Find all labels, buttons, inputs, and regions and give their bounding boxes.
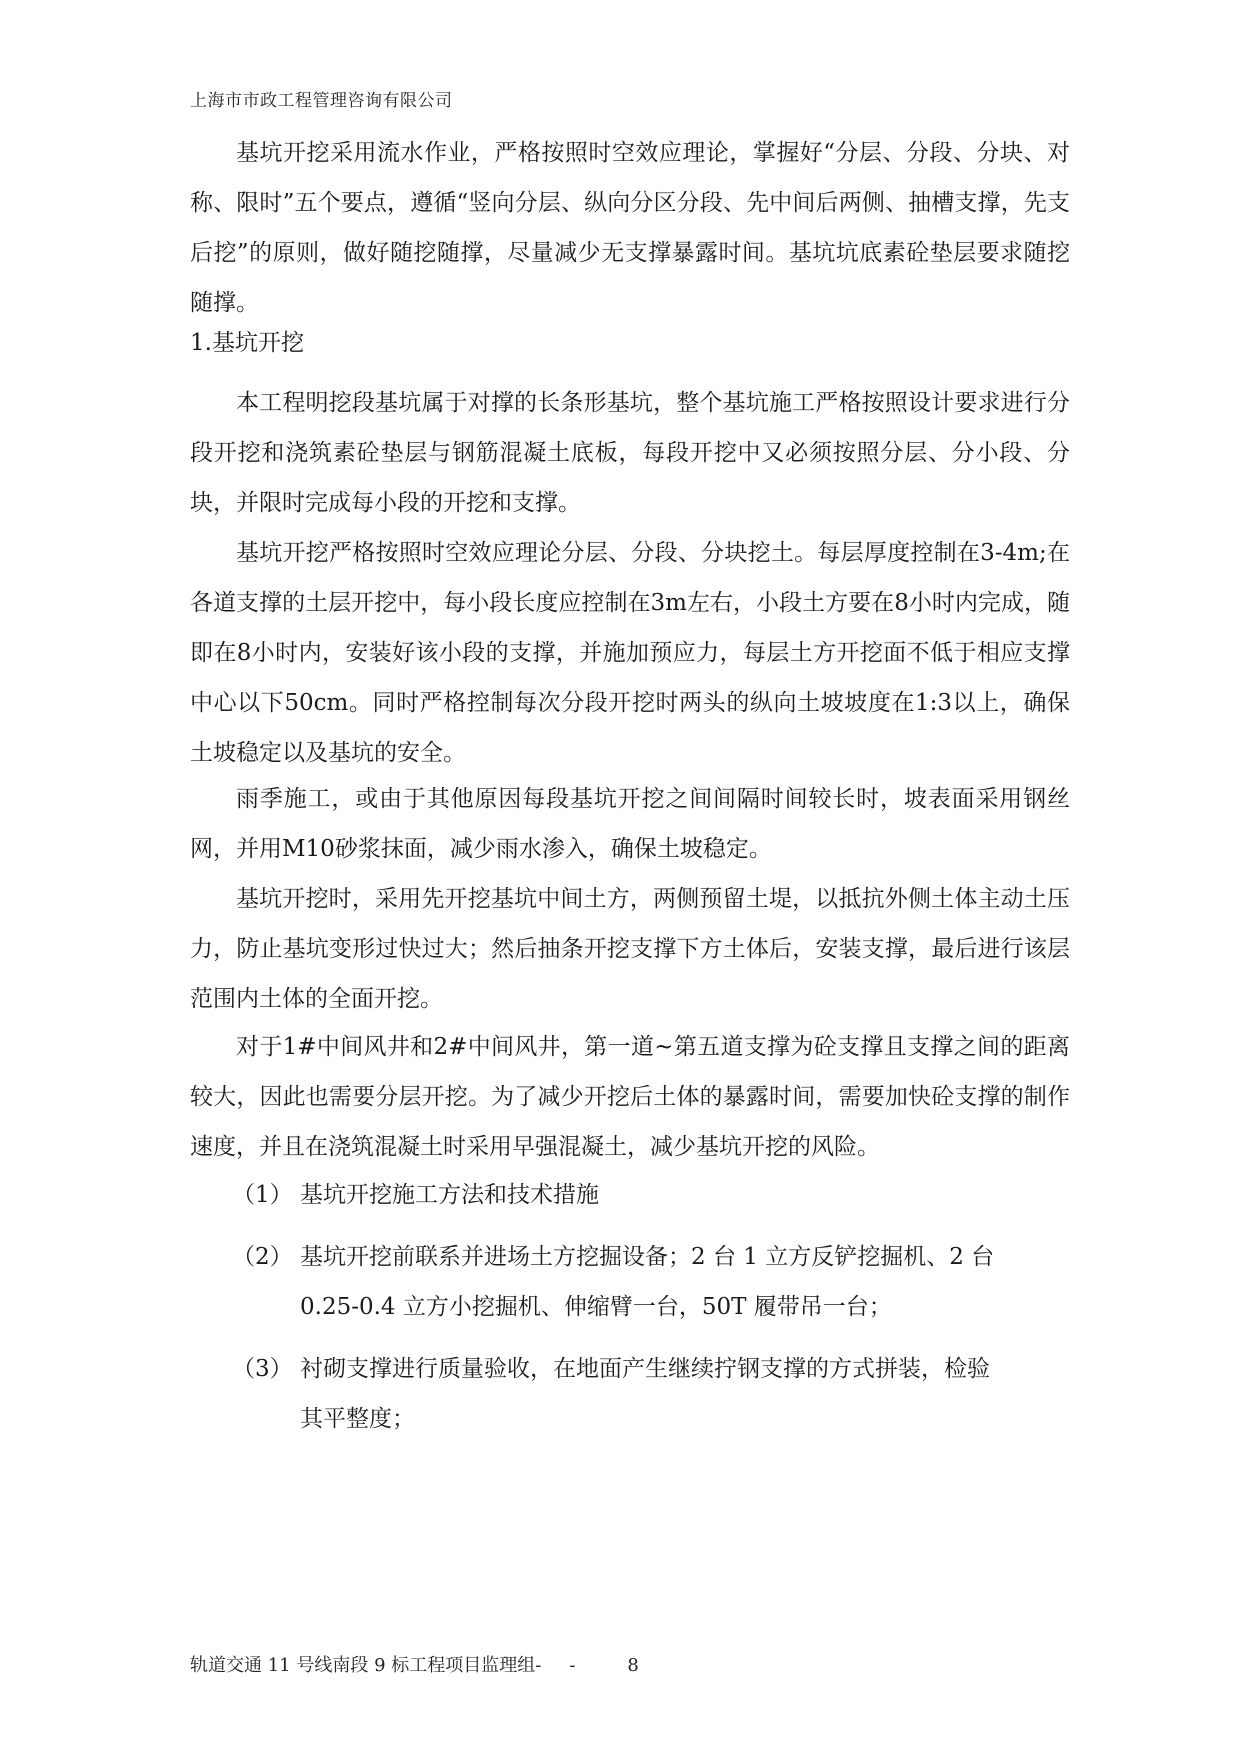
section-title: 1.基坑开挖 [190,330,304,356]
list-item-3-text-line-1: 衬砌支撑进行质量验收，在地面产生继续拧钢支撑的方式拼装，检验 [300,1356,990,1382]
paragraph-2: 基坑开挖严格按照时空效应理论分层、分段、分块挖土。每层厚度控制在3-4m;在各道支撑的土层开挖中，每小段长度应控制在3m左右，小段土方要在8小时内完成，随即在8小时内，安装好该小段的支撑，并施加预应力，每层土方开挖面不低于相应支撑中心以下50cm。同时严格控制每次分段开挖时两头的纵向土坡坡度在1:3以上，确保土坡稳定以及基坑的安全。 [190,540,1070,766]
page-footer [190,1651,639,1677]
list-item-2-number: （2） [232,1244,293,1270]
footer-project: 轨道交通 11 号线南段 9 标工程项目监理组- [190,1655,542,1676]
paragraph-3: 雨季施工，或由于其他原因每段基坑开挖之间间隔时间较长时，坡表面采用钢丝网，并用M10砂浆抹面，减少雨水渗入，确保土坡稳定。 [190,786,1070,862]
paragraph-4: 基坑开挖时，采用先开挖基坑中间土方，两侧预留土堤，以抵抗外侧土体主动土压力，防止基坑变形过快过大；然后抽条开挖支撑下方土体后，安装支撑，最后进行该层范围内土体的全面开挖。 [190,886,1070,1012]
list-item-3-text-line-2: 其平整度； [300,1406,415,1432]
footer-dash: - [569,1655,576,1676]
footer-page-number: 8 [627,1655,639,1676]
page-header-company: 上海市市政工程管理咨询有限公司 [190,91,453,111]
paragraph-5: 对于1#中间风井和2#中间风井，第一道~第五道支撑为砼支撑且支撑之间的距离较大，因此也需要分层开挖。为了减少开挖后土体的暴露时间，需要加快砼支撑的制作速度，并且在浇筑混凝土时采用早强混凝土，减少基坑开挖的风险。 [190,1034,1070,1160]
list-item-2-text-line-1: 基坑开挖前联系并进场土方挖掘设备；2 台 1 立方反铲挖掘机、2 台 [300,1244,995,1270]
intro-paragraph: 基坑开挖采用流水作业，严格按照时空效应理论，掌握好“分层、分段、分块、对称、限时”五个要点，遵循“竖向分层、纵向分区分段、先中间后两侧、抽槽支撑，先支后挖”的原则，做好随挖随撑，尽量减少无支撑暴露时间。基坑坑底素砼垫层要求随挖随撑。 [190,140,1070,316]
list-item-3-number: （3） [232,1356,293,1382]
paragraph-1: 本工程明挖段基坑属于对撑的长条形基坑，整个基坑施工严格按照设计要求进行分段开挖和浇筑素砼垫层与钢筋混凝土底板，每段开挖中又必须按照分层、分小段、分块，并限时完成每小段的开挖和支撑。 [190,390,1070,516]
list-item-2-text-line-2: 0.25-0.4 立方小挖掘机、伸缩臂一台，50T 履带吊一台； [300,1294,892,1320]
list-item-1-number: （1） [232,1182,293,1208]
list-item-1-text: 基坑开挖施工方法和技术措施 [300,1182,599,1208]
